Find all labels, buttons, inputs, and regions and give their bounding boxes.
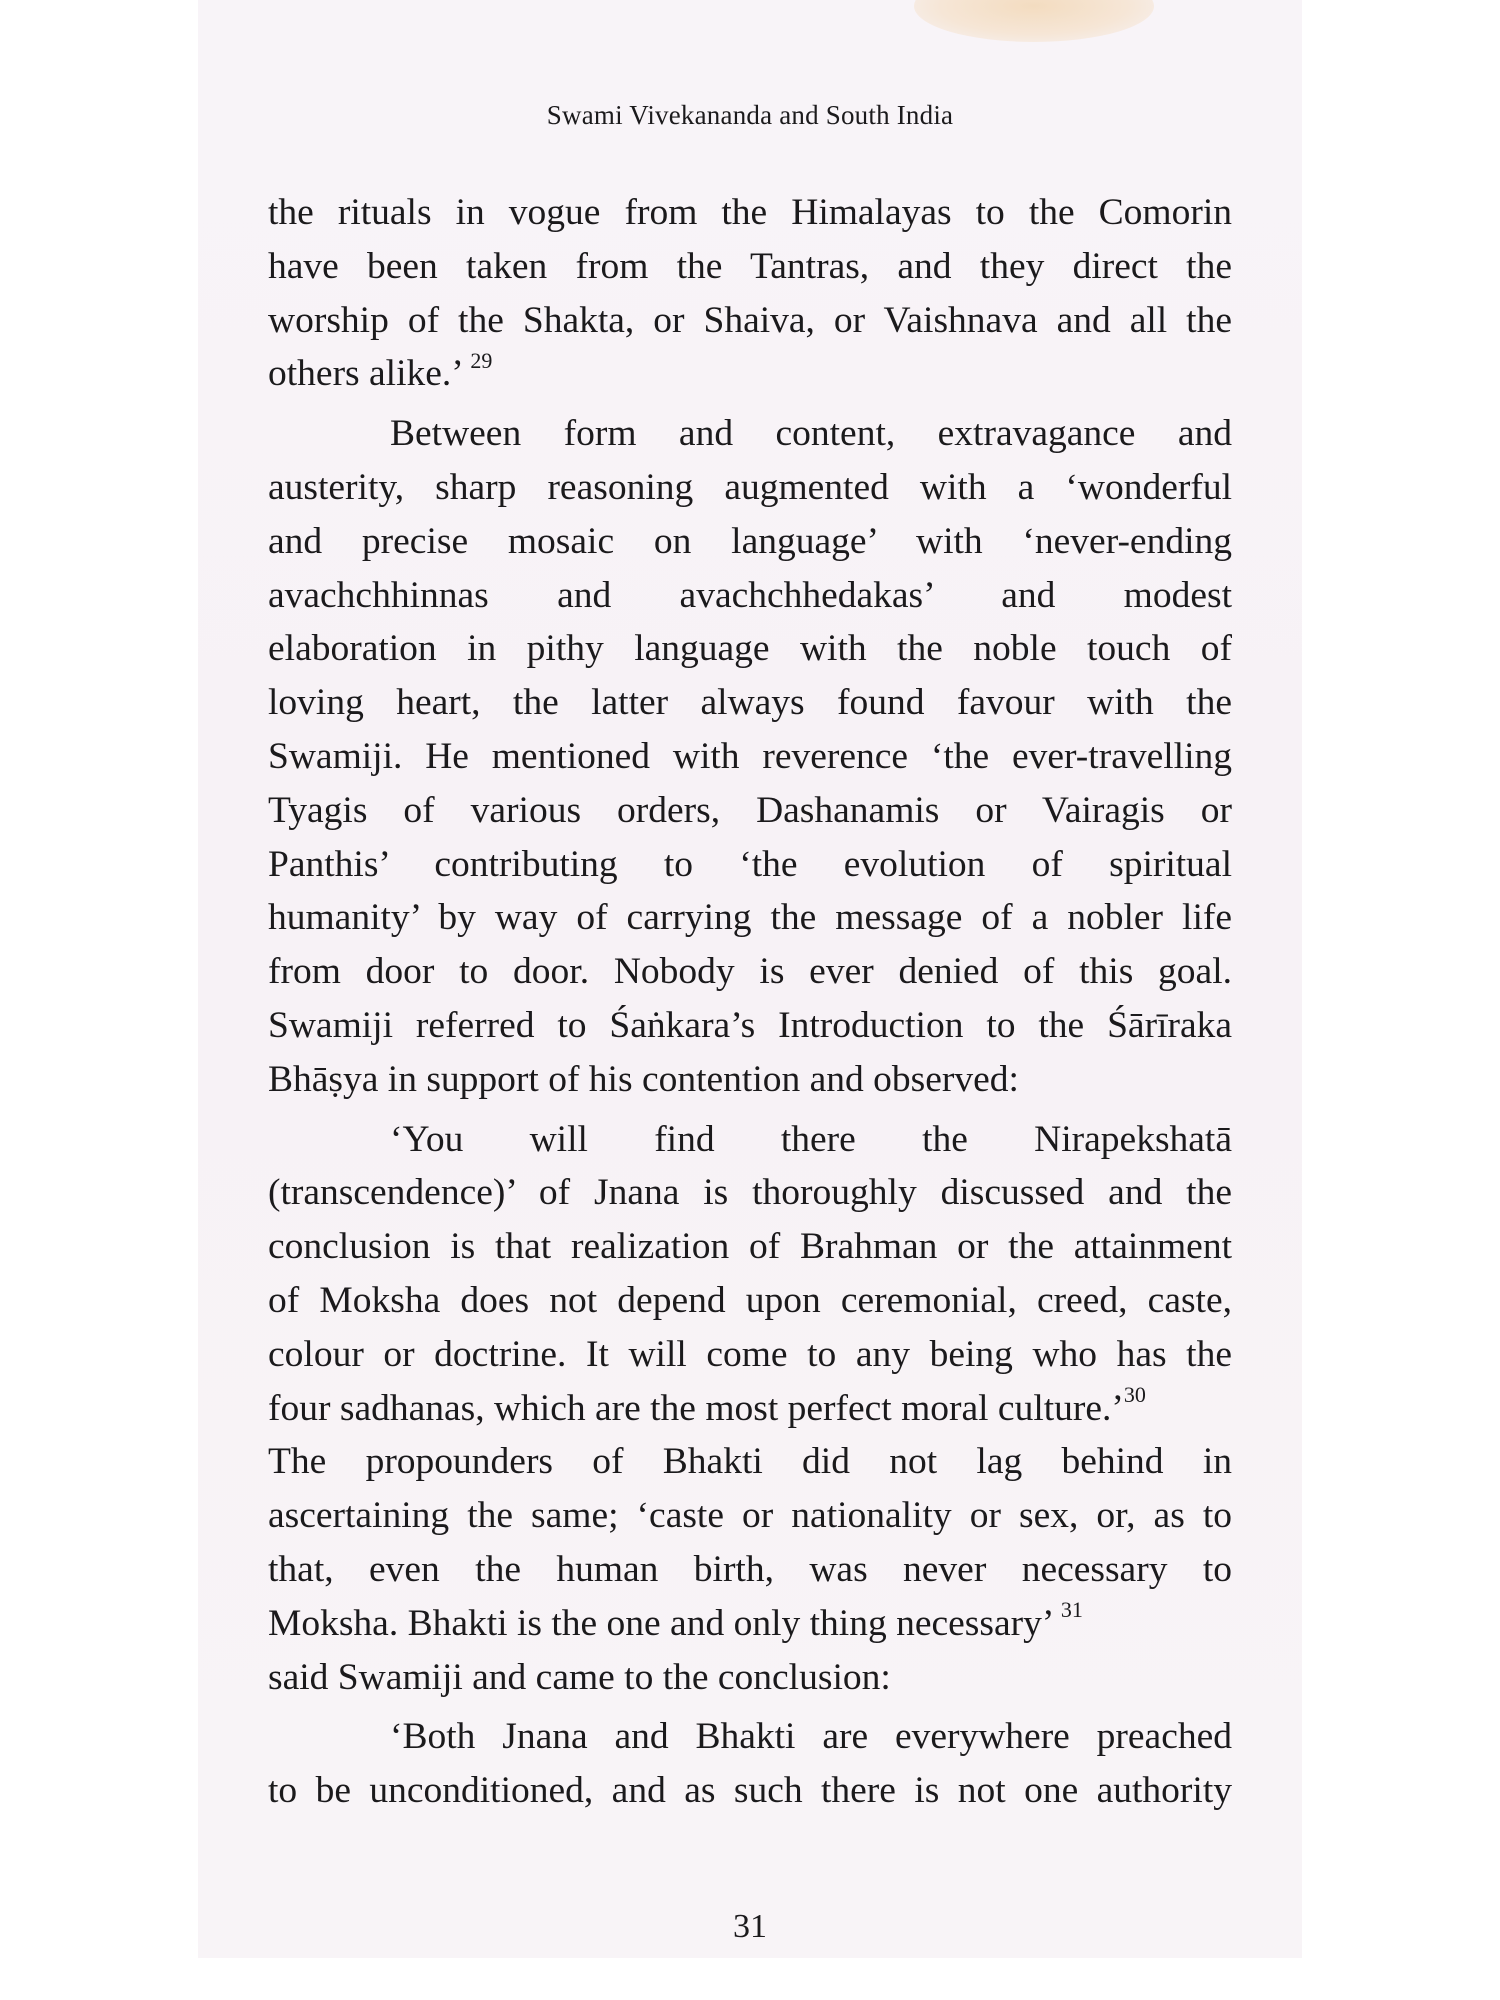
text-line: have been taken from the Tantras, and they direct the [268, 245, 1232, 287]
running-head: Swami Vivekananda and South India [546, 100, 954, 130]
footnote-marker: 31 [1060, 1597, 1083, 1623]
text-span: others alike.’ [268, 353, 461, 395]
paragraph-3 [268, 1113, 1232, 1705]
body-text [268, 186, 1232, 1824]
page-number: 31 [733, 1908, 767, 1945]
text-line: worship of the Shakta, or Shaiva, or Vaishnava and all the [268, 299, 1232, 341]
text-span: Moksha. Bhakti is the one and only thing necessary’ [268, 1602, 1052, 1644]
text-line: loving heart, the latter always found favour with the [268, 682, 1232, 724]
text-line: ‘You will find there the Nirapekshatā [390, 1118, 1232, 1160]
text-line: the rituals in vogue from the Himalayas to the Comorin [268, 192, 1232, 233]
text-line: Tyagis of various orders, Dashanamis or Vairagis or [268, 789, 1232, 831]
text-line: that, even the human birth, was never necessary to [268, 1548, 1232, 1590]
text-line: ascertaining the same; ‘caste or nationality or sex, or, as to [268, 1495, 1232, 1537]
text-line: Panthis’ contributing to ‘the evolution of spiritual [268, 843, 1232, 885]
text-line: Between form and content, extravagance and [390, 413, 1232, 455]
text-line: Bhāṣya in support of his contention and observed: [268, 1058, 1019, 1100]
paragraph-4 [268, 1710, 1232, 1818]
paragraph-1 [268, 186, 1232, 401]
text-line: from door to door. Nobody is ever denied of this goal. [268, 951, 1232, 993]
text-line: said Swamiji and came to the conclusion: [268, 1656, 891, 1698]
text-line: Swamiji referred to Śaṅkara’s Introduction to the Śārīraka [268, 1004, 1232, 1046]
page-stain [914, 0, 1154, 42]
text-line: elaboration in pithy language with the noble touch of [268, 628, 1232, 670]
footnote-marker: 29 [470, 347, 493, 373]
footnote-marker: 30 [1123, 1382, 1146, 1408]
text-line: The propounders of Bhakti did not lag behind in [268, 1441, 1232, 1483]
text-span: four sadhanas, which are the most perfect moral culture.’ [268, 1387, 1124, 1429]
text-line: of Moksha does not depend upon ceremonial, creed, caste, [268, 1279, 1232, 1321]
text-line: austerity, sharp reasoning augmented with a ‘wonderful [268, 466, 1232, 508]
text-line: avachchhinnas and avachchhedakas’ and modest [268, 574, 1232, 616]
text-line: to be unconditioned, and as such there is not one authority [268, 1770, 1232, 1812]
paragraph-2 [268, 407, 1232, 1106]
text-line: conclusion is that realization of Brahman or the attainment [268, 1226, 1232, 1268]
text-line: (transcendence)’ of Jnana is thoroughly discussed and the [268, 1172, 1232, 1214]
text-line: colour or doctrine. It will come to any being who has the [268, 1333, 1232, 1375]
text-line: humanity’ by way of carrying the message of a nobler life [268, 897, 1232, 939]
book-page [198, 0, 1302, 1958]
text-line: ‘Both Jnana and Bhakti are everywhere preached [390, 1716, 1232, 1758]
text-line: and precise mosaic on language’ with ‘never-ending [268, 520, 1232, 562]
text-line [268, 1597, 1232, 1651]
text-line [268, 1382, 1232, 1436]
text-line [268, 347, 1232, 401]
text-line: Swamiji. He mentioned with reverence ‘the ever-travelling [268, 735, 1232, 777]
